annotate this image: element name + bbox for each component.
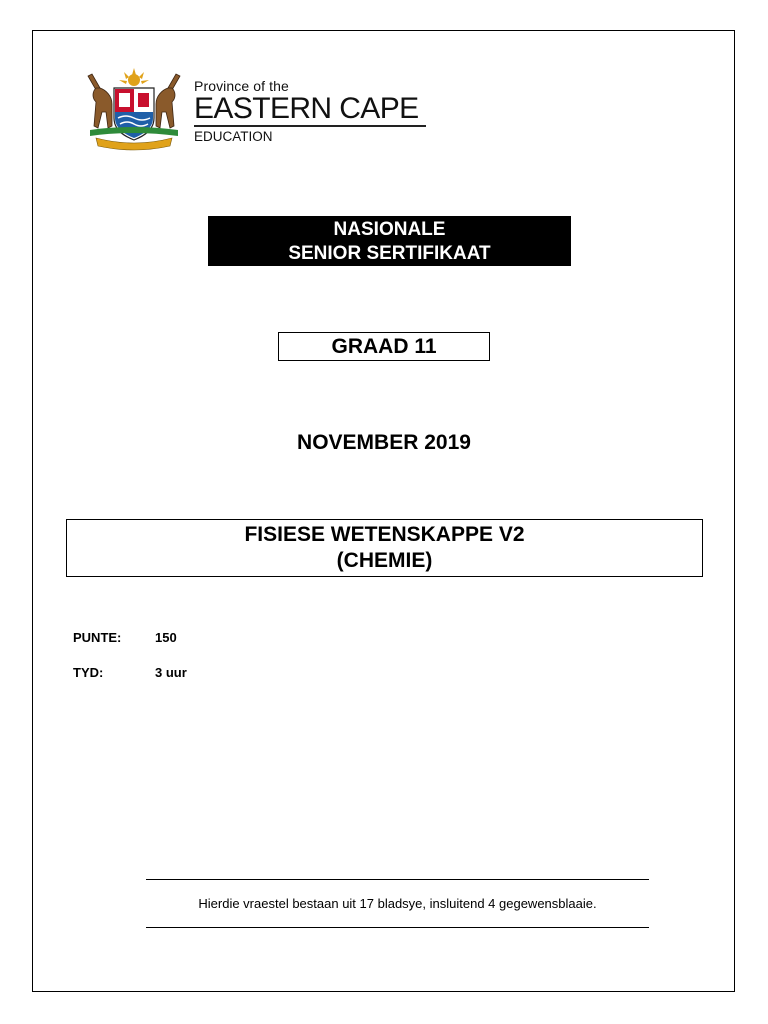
- banner-line-1: NASIONALE: [333, 219, 446, 240]
- logo-divider: [194, 125, 426, 127]
- marks-value: 150: [155, 630, 177, 645]
- page-border: [32, 30, 735, 992]
- coat-of-arms-icon: [82, 68, 186, 154]
- exam-date: NOVEMBER 2019: [297, 431, 471, 454]
- marks-label: PUNTE:: [73, 630, 122, 645]
- banner-line-2: SENIOR SERTIFIKAAT: [288, 243, 491, 264]
- subject-subtitle: (CHEMIE): [336, 549, 433, 572]
- logo-education-text: EDUCATION: [194, 129, 273, 144]
- time-value: 3 uur: [155, 665, 187, 680]
- page-count-note: Hierdie vraestel bestaan uit 17 bladsye, insluitend 4 gegewensblaaie.: [198, 896, 597, 911]
- grade-box: GRAAD 11: [278, 332, 490, 361]
- time-label: TYD:: [73, 665, 104, 680]
- certificate-banner: [208, 216, 571, 266]
- footer-top-rule: [146, 879, 649, 880]
- logo-eastern-cape-text: EASTERN CAPE: [194, 92, 419, 125]
- footer-bottom-rule: [146, 927, 649, 928]
- subject-box: [66, 519, 703, 577]
- eastern-cape-education-logo: [82, 68, 432, 158]
- subject-title: FISIESE WETENSKAPPE V2: [244, 523, 525, 546]
- logo-province-text: Province of the: [194, 78, 289, 94]
